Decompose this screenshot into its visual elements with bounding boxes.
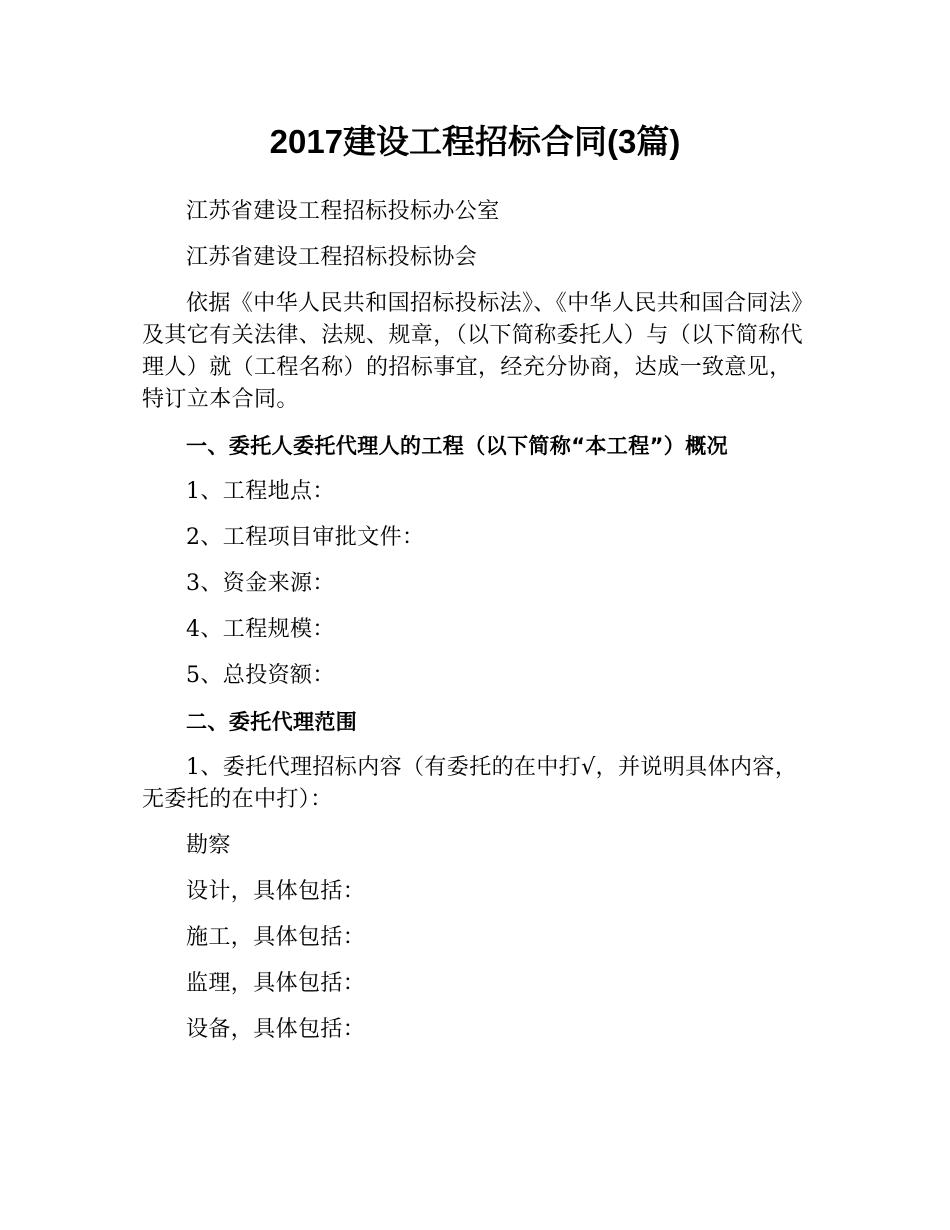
section-heading-project-overview: 一、委托人委托代理人的工程（以下简称“本工程”）概况: [186, 434, 729, 458]
list-item-survey: 勘察: [186, 833, 231, 858]
list-item-project-scale: 4、工程规模：: [186, 617, 335, 642]
document-body: [142, 196, 810, 1060]
list-item-funding-source: 3、资金来源：: [186, 571, 335, 596]
paragraph-issuer-office: 江苏省建设工程招标投标办公室: [186, 199, 500, 224]
list-item-construction: 施工，具体包括：: [186, 925, 366, 950]
paragraph-issuer-association: 江苏省建设工程招标投标协会: [186, 245, 478, 270]
section-heading-agency-scope: 二、委托代理范围: [186, 710, 358, 734]
paragraph-preamble: 依据《中华人民共和国招标投标法》、《中华人民共和国合同法》及其它有关法律、法规、规章，（以下简称委托人）与（以下简称代理人）就（工程名称）的招标事宜，经充分协商，达成一致意见，特订立本合同。: [142, 291, 804, 412]
paragraph-agency-content: 1、委托代理招标内容（有委托的在中打√，并说明具体内容，无委托的在中打）：: [142, 755, 798, 812]
list-item-design: 设计，具体包括：: [186, 879, 366, 904]
list-item-supervision: 监理，具体包括：: [186, 971, 366, 996]
list-item-total-investment: 5、总投资额：: [186, 663, 335, 688]
list-item-approval-documents: 2、工程项目审批文件：: [186, 525, 425, 550]
list-item-equipment: 设备，具体包括：: [186, 1017, 366, 1042]
document-title: 2017建设工程招标合同(3篇): [269, 123, 681, 160]
list-item-project-location: 1、工程地点：: [186, 479, 335, 504]
